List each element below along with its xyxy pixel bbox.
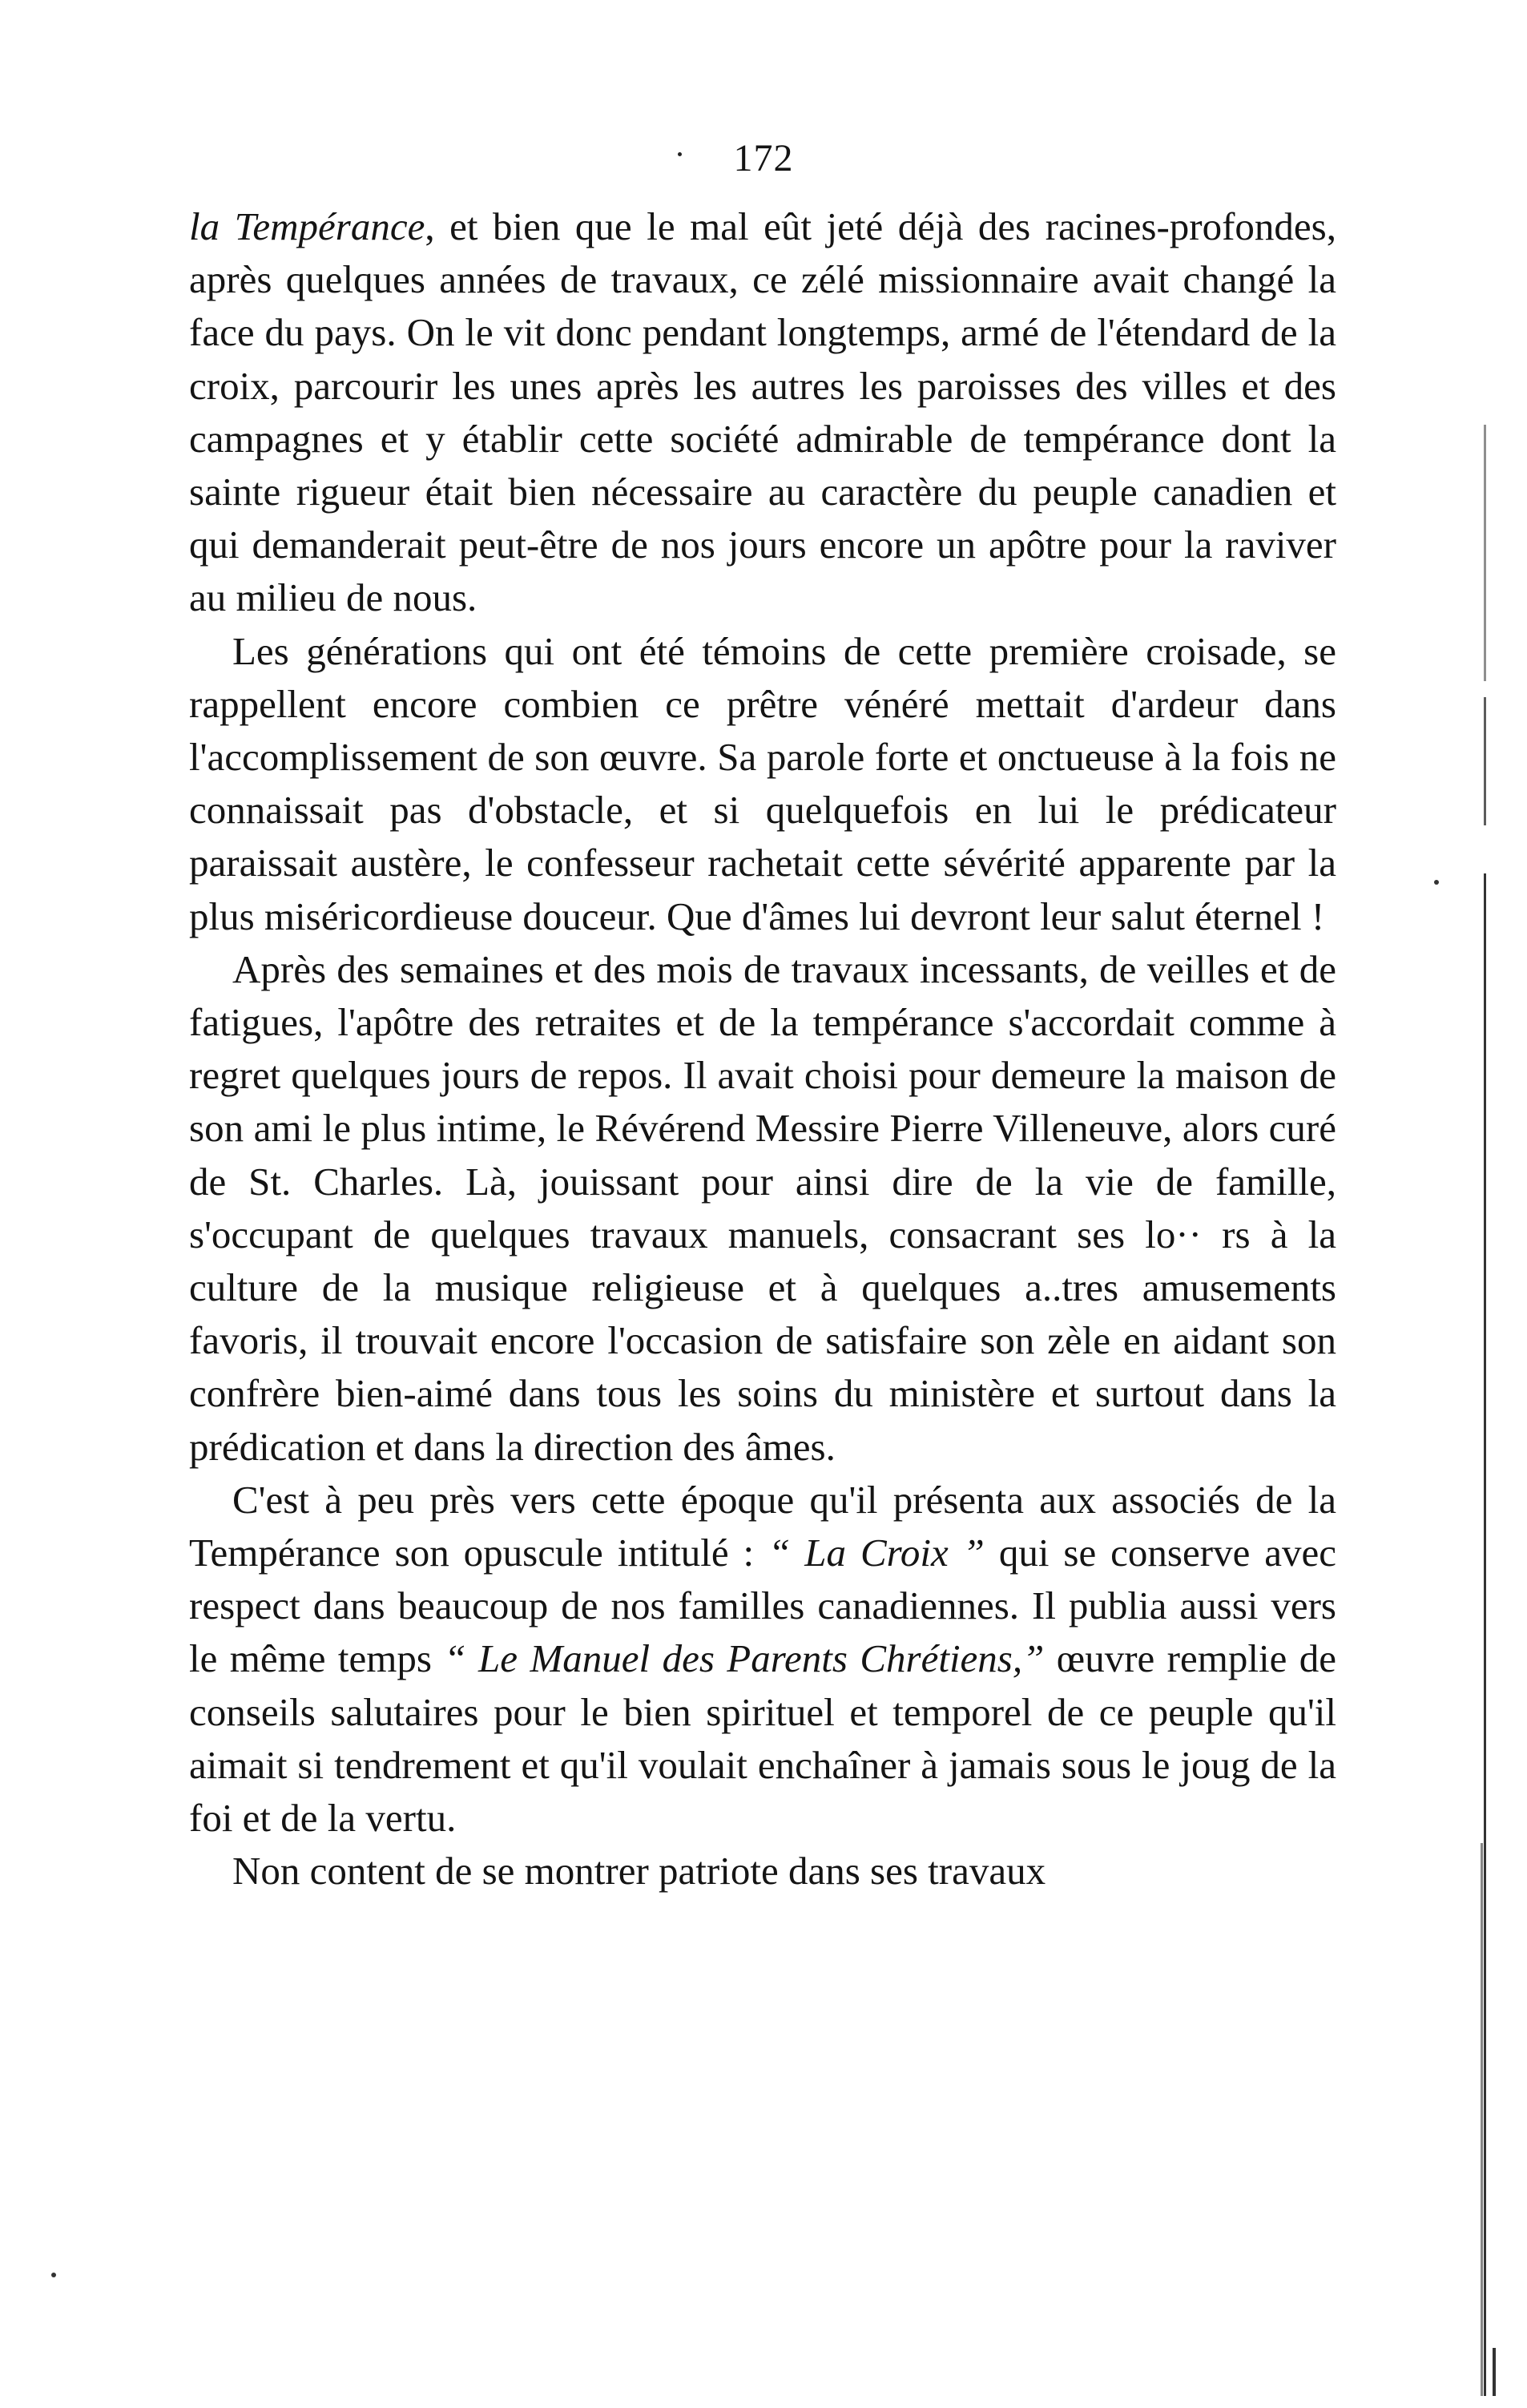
- paragraph-4-italic-title-1: “ La Croix ”: [768, 1531, 985, 1575]
- scan-speck: [1434, 880, 1439, 885]
- paragraph-4-text-2: qui se conserve avec respect dans beaucoup de nos familles canadiennes. Il publia aussi vers le même temps: [189, 1531, 1336, 1681]
- page-edge-mark: [1484, 697, 1486, 825]
- paragraph-5: Non content de se montrer patriote dans ses travaux: [232, 1849, 1046, 1894]
- paragraph-4-text-1: C'est à peu près vers cette époque qu'il présenta aux associés de la Tempérance son opuscule intitulé :: [189, 1477, 1336, 1575]
- page-edge-mark: [1481, 1843, 1483, 2396]
- paragraph-2: Les générations qui ont été témoins de cette première croisade, se rappellent encore combien ce prêtre vénéré mettait d'ardeur dans l'accomplissement de son œuvre. Sa parole forte et onctueuse à la fois ne connaissait pas d'obstacle, et si quelquefois en lui le prédicateur paraissait austère, le confesseur rachetait cette sévérité apparente par la plus miséricordieuse douceur. Que d'âmes lui devront leur salut éternel !: [189, 628, 1336, 938]
- paragraph-3: Après des semaines et des mois de travaux incessants, de veilles et de fatigues, l'apôtre des retraites et de la tempérance s'accordait comme à regret quelques jours de repos. Il avait choisi pour demeure la maison de son ami le plus intime, le Révérend Messire Pierre Villeneuve, alors curé de St. Charles. Là, jouissant pour ainsi dire de la vie de famille, s'occupant de quelques travaux manuels, consacrant ses lo·· rs à la culture de la musique religieuse et à quelques a..tres amusements favoris, il trouvait encore l'occasion de satisfaire son zèle en aidant son confrère bien-aimé dans tous les soins du ministère et surtout dans la prédication et dans la direction des âmes.: [189, 946, 1336, 1469]
- paragraph-1-italic-title: la Tempérance: [189, 204, 425, 248]
- paragraph-4: [189, 1474, 1336, 1845]
- scan-speck: [51, 2273, 56, 2277]
- scan-speck: [1493, 2348, 1496, 2396]
- page-edge-mark: [1484, 873, 1486, 2396]
- page-number: 172: [733, 137, 794, 179]
- paragraph-1: [189, 200, 1336, 625]
- paragraph-4-text-3: œuvre remplie de conseils salutaires pour le bien spirituel et temporel de ce peuple qu'il aimait si tendrement et qu'il voulait enchaîner à jamais sous le joug de la foi et de la vertu.: [189, 1636, 1336, 1841]
- paragraph-1-text: , et bien que le mal eût jeté déjà des racines-profondes, après quelques années de travaux, ce zélé missionnaire avait changé la face du pays. On le vit donc pendant longtemps, armé de l'étendard de la croix, parcourir les unes après les autres les paroisses des villes et des campagnes et y établir cette société admirable de tempérance dont la sainte rigueur était bien nécessaire au caractère du peuple canadien et qui demanderait peut-être de nos jours encore un apôtre pour la raviver au milieu de nous.: [189, 204, 1336, 620]
- paragraph-4-italic-title-2: “ Le Manuel des Parents Chrétiens,”: [444, 1636, 1045, 1681]
- page-edge-mark: [1484, 425, 1486, 681]
- body-text: [189, 200, 1336, 1898]
